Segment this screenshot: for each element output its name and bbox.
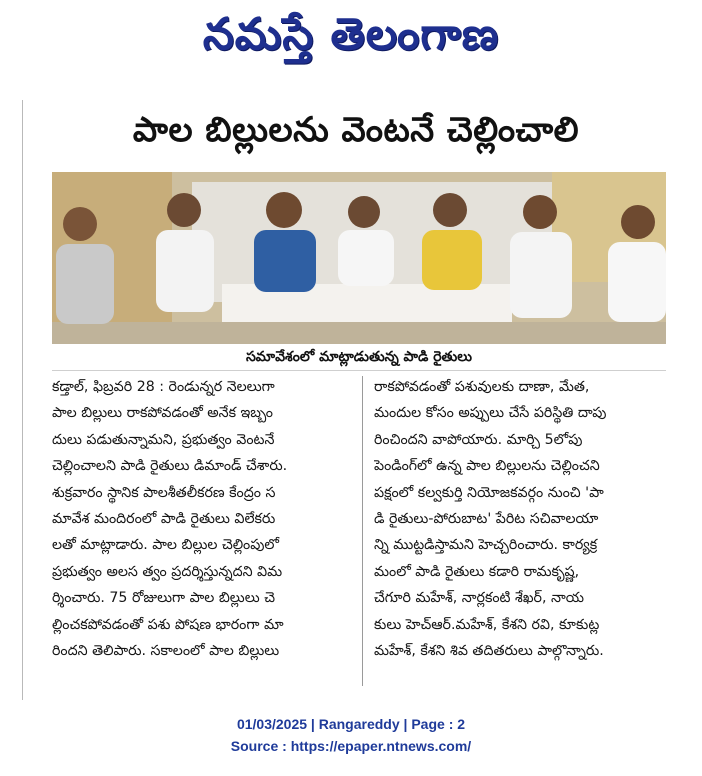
article-line: డి రైతులు-పోరుబాట' పేరిట సచివాలయా bbox=[374, 510, 599, 527]
article-line: కడ్తాల్, ఫిబ్రవరి 28 : రెండున్నర నెలలుగా bbox=[52, 379, 275, 395]
column-divider bbox=[362, 376, 363, 686]
article-line: మావేశ మందిరంలో పాడి రైతులు విలేకరు bbox=[52, 510, 276, 527]
article-line: పెండింగ్‌లో ఉన్న పాల బిల్లులను చెల్లించని bbox=[374, 458, 600, 475]
article-line: మంలో పాడి రైతులు కడారి రామకృష్ణ, bbox=[374, 563, 580, 580]
article-line: పాల బిల్లులు రాకపోవడంతో అనేక ఇబ్బం bbox=[52, 405, 273, 422]
newspaper-masthead bbox=[0, 4, 702, 66]
article-line: మహేశ్, కేశని శివ తదితరులు పాల్గొన్నారు. bbox=[374, 642, 604, 659]
article-line: న్ని ముట్టడిస్తామని హెచ్చరించారు. కార్యక్ర bbox=[374, 537, 598, 554]
photo-group-of-farmers bbox=[52, 172, 666, 344]
article-line: కులు హెచ్ఆర్.మహేశ్, కేశని రవి, కూకుట్ల bbox=[374, 616, 600, 633]
article-line: ర్శించారు. 75 రోజులుగా పాల బిల్లులు చె bbox=[52, 590, 275, 607]
article-line: మందుల కోసం అప్పులు చేసే పరిస్థితి దాపు bbox=[374, 405, 607, 422]
article-line: శుక్రవారం స్థానిక పాలశీతలీకరణ కేంద్రం స bbox=[52, 484, 276, 501]
edition-meta: 01/03/2025 | Rangareddy | Page : 2 bbox=[236, 716, 466, 732]
left-margin-rule bbox=[22, 100, 23, 700]
headline-text: పాల బిల్లులను వెంటనే చెల్లించాలి bbox=[132, 110, 580, 150]
article-line: దులు పడుతున్నామని, ప్రభుత్వం వెంటనే bbox=[52, 431, 275, 448]
article-line: చెల్లించాలని పాడి రైతులు డిమాండ్ చేశారు. bbox=[52, 458, 288, 475]
article-line: రాకపోవడంతో పశువులకు దాణా, మేత, bbox=[374, 379, 590, 395]
photo-caption-text: సమావేశంలో మాట్లాడుతున్న పాడి రైతులు bbox=[245, 349, 473, 365]
article-line: ప్రభుత్వం అలస త్వం ప్రదర్శిస్తున్నదని విమ bbox=[52, 563, 283, 580]
article-line: చేగూరి మహేశ్, నార్లకంటి శేఖర్, నాయ bbox=[374, 590, 584, 607]
article-line: పక్షంలో కల్వకుర్తి నియోజకవర్గం నుంచి 'పా bbox=[374, 484, 604, 501]
article-headline bbox=[46, 106, 666, 154]
masthead-title: నమస్తే తెలంగాణ bbox=[202, 9, 500, 60]
article-photo bbox=[52, 172, 666, 344]
article-line: లతో మాట్లాడారు. పాల బిల్లుల చెల్లింపులో bbox=[52, 537, 279, 554]
article-line: ల్లించకపోవడంతో పశు పోషణ భారంగా మా bbox=[52, 616, 284, 633]
photo-caption bbox=[52, 344, 666, 371]
article-line: రించిందని వాపోయారు. మార్చి 5లోపు bbox=[374, 431, 583, 448]
article-column-right bbox=[374, 374, 672, 692]
source-link[interactable]: Source : https://epaper.ntnews.com/ bbox=[230, 738, 472, 754]
article-line: రిందని తెలిపారు. సకాలంలో పాల బిల్లులు bbox=[52, 642, 280, 659]
article-column-left bbox=[52, 374, 350, 692]
